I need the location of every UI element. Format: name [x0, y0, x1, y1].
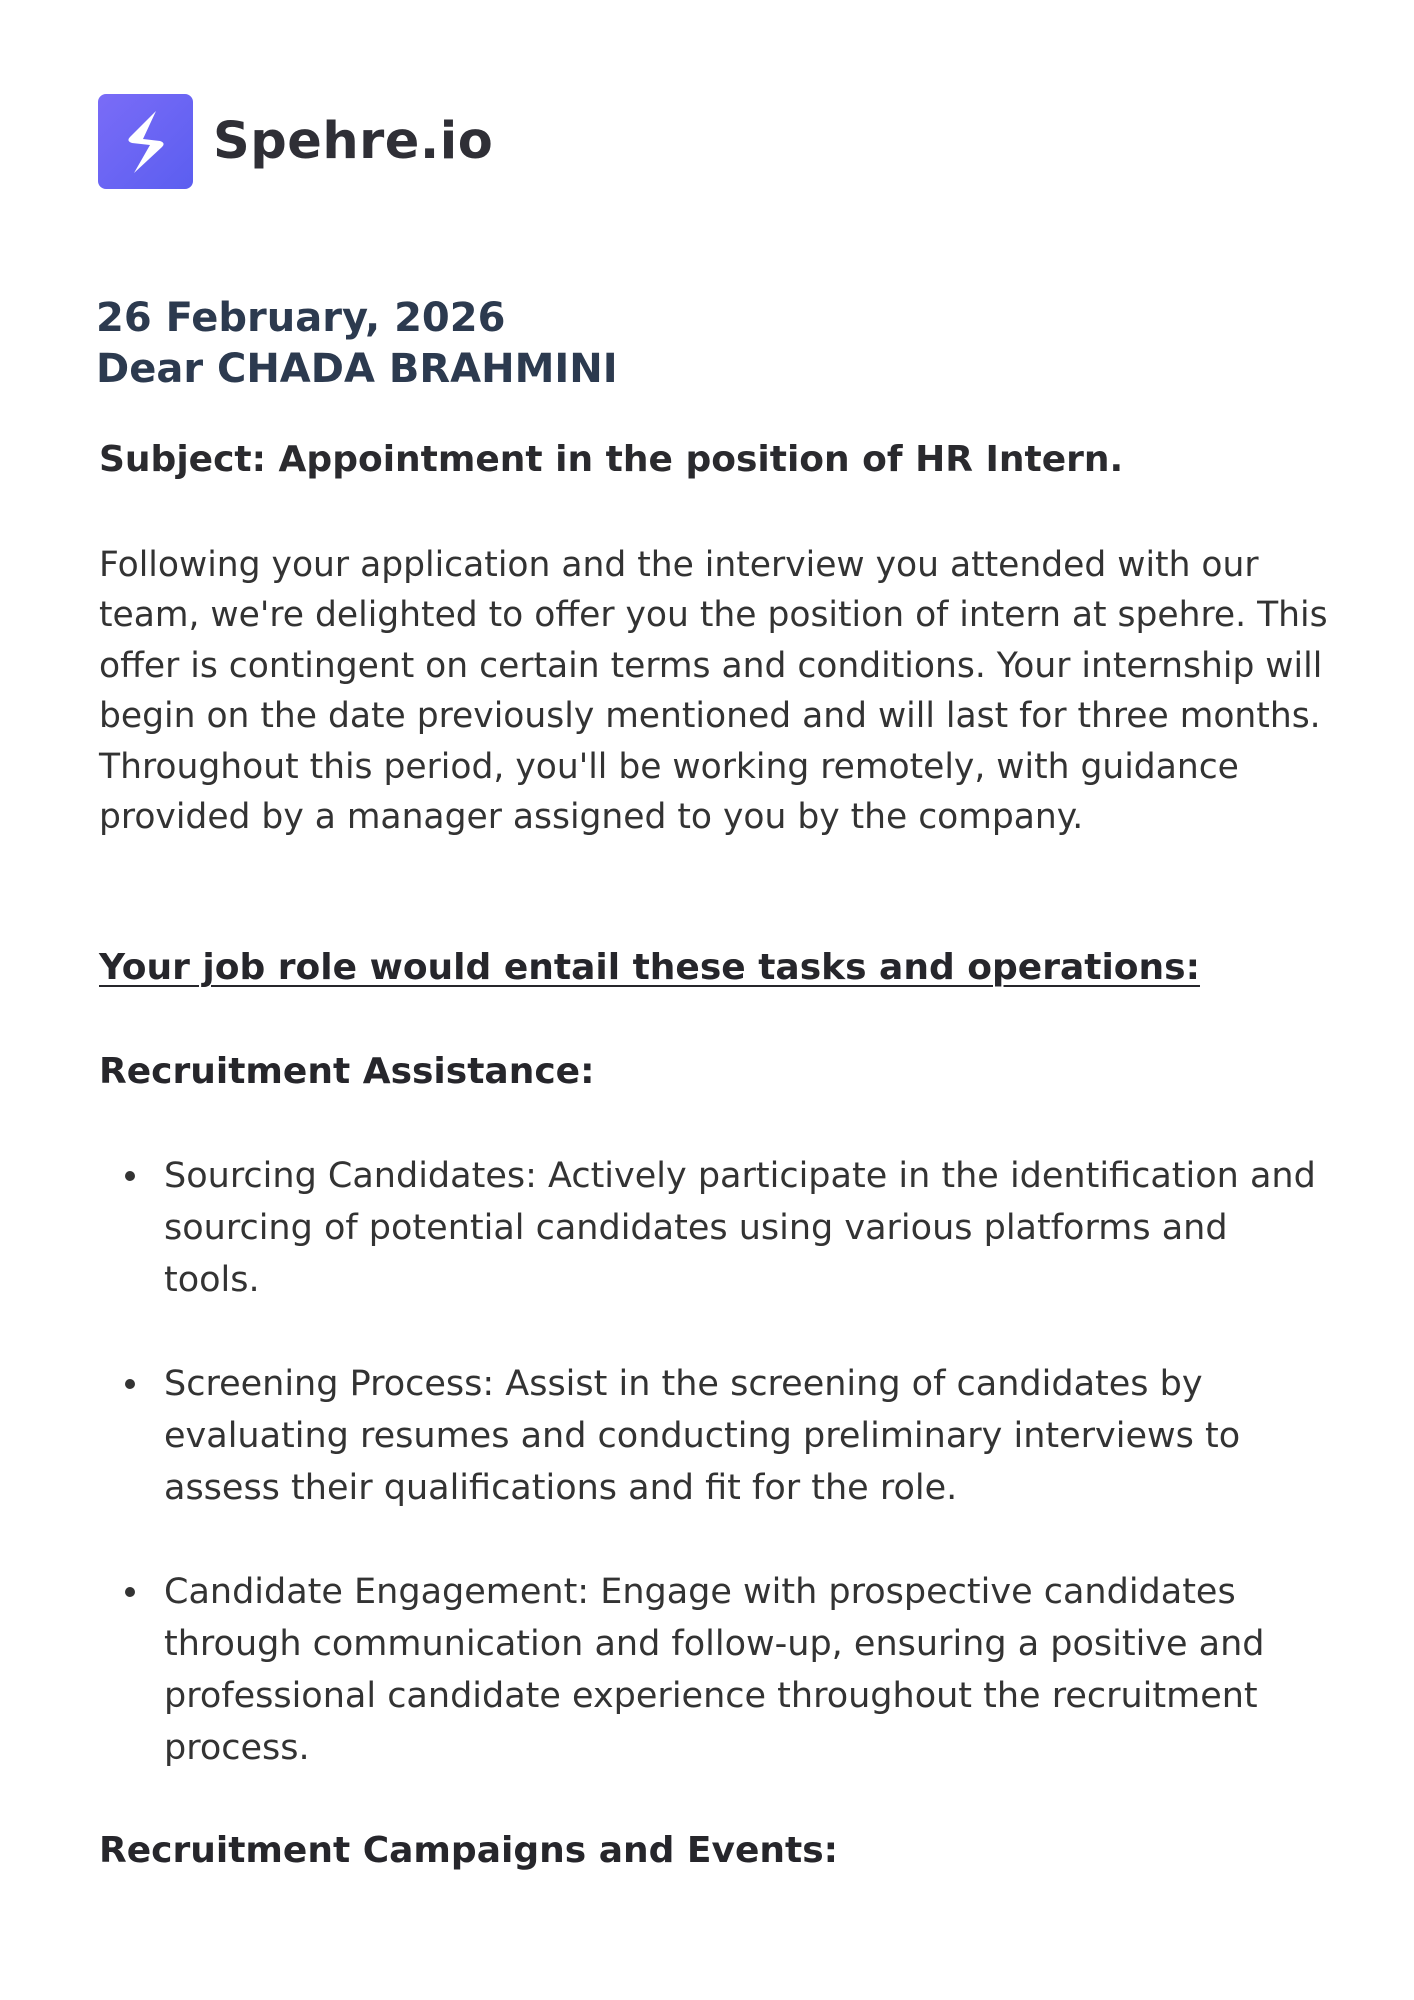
- letter-salutation: Dear CHADA BRAHMINI: [96, 346, 618, 392]
- list-item: [99, 1358, 1319, 1514]
- section-title-recruitment-assistance: Recruitment Assistance:: [99, 1051, 595, 1092]
- brand-logo: [98, 94, 493, 189]
- job-role-heading: Your job role would entail these tasks and operations:: [99, 947, 1200, 988]
- bullet-icon: [125, 1587, 135, 1597]
- task-text: Screening Process: Assist in the screening of candidates by evaluating resumes and conducting preliminary interviews to assess their qualifications and fit for the role.: [164, 1364, 1241, 1508]
- task-list: [99, 1150, 1319, 1826]
- list-item: [99, 1566, 1319, 1774]
- task-text: Candidate Engagement: Engage with prospective candidates through communication and follow-up, ensuring a positive and professional candidate experience throughout the recruitment process.: [164, 1572, 1265, 1768]
- s-logo-icon: [98, 94, 193, 189]
- letter-header: [96, 293, 618, 395]
- bullet-icon: [125, 1171, 135, 1181]
- letter-body: Following your application and the interview you attended with our team, we're delighted to offer you the position of intern at spehre. This offer is contingent on certain terms and conditions. Your internship will begin on the date previously mentioned and will last for three months. Throughout this period, you'll be working remotely, with guidance provided by a manager assigned to you by the company.: [99, 545, 1328, 838]
- letter-date: 26 February, 2026: [96, 295, 506, 341]
- bullet-icon: [125, 1379, 135, 1389]
- brand-name: Spehre.io: [213, 112, 494, 171]
- list-item: [99, 1150, 1319, 1306]
- task-text: Sourcing Candidates: Actively participate in the identification and sourcing of potential candidates using various platforms and tools.: [164, 1156, 1316, 1300]
- section-title-recruitment-campaigns: Recruitment Campaigns and Events:: [99, 1830, 839, 1871]
- letter-subject: Subject: Appointment in the position of HR Intern.: [99, 439, 1124, 480]
